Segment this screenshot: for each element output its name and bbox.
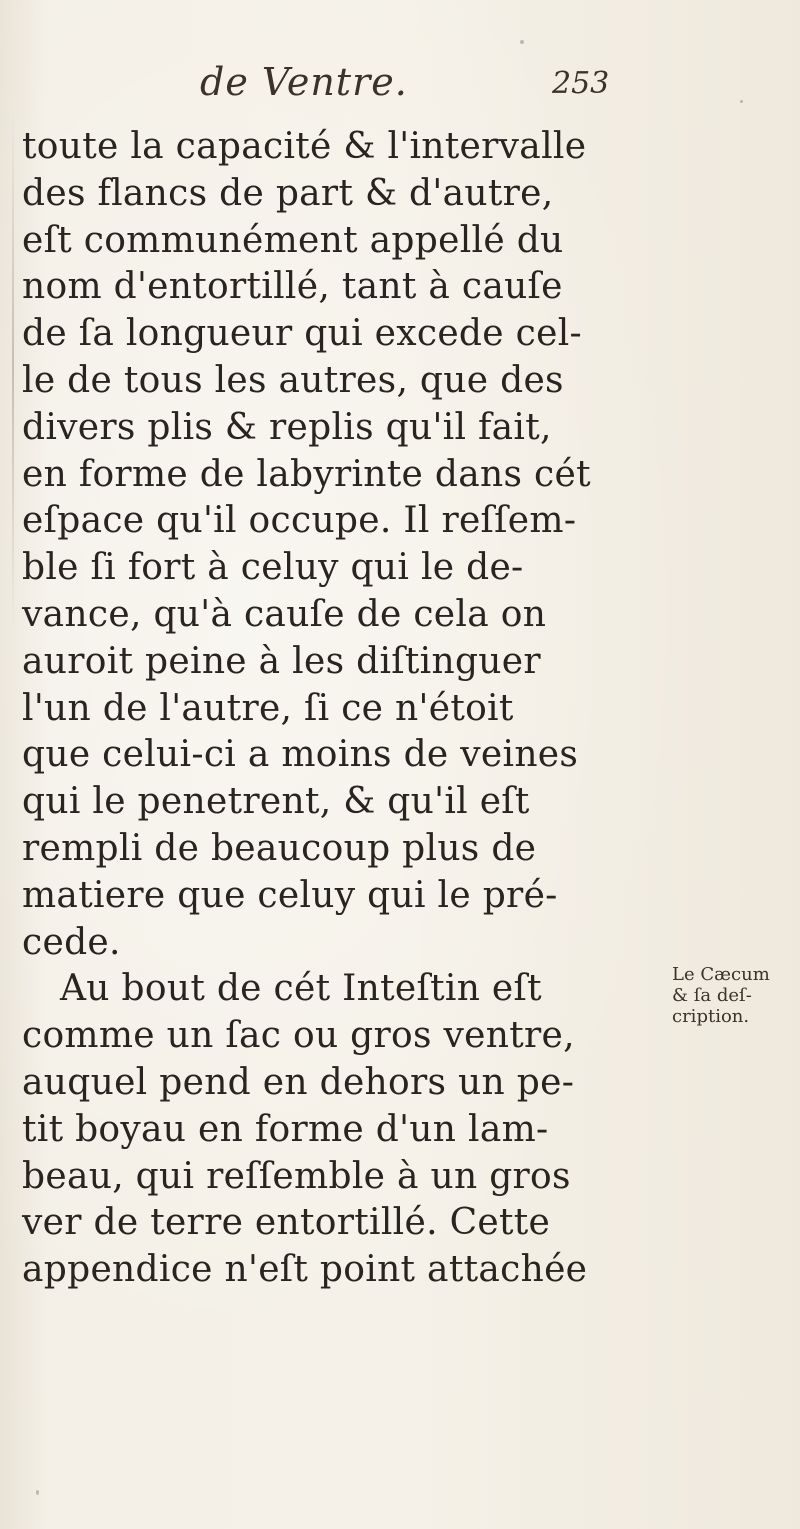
text-line: auquel pend en dehors un pe- <box>22 1061 575 1103</box>
body-text <box>22 124 622 1294</box>
page-number: 253 <box>552 66 610 101</box>
text-line: eſpace qu'il occupe. Il reſſem- <box>22 500 577 542</box>
margin-note-line: Le Cæcum <box>672 964 770 985</box>
text-line: le de tous les autres, que des <box>22 359 564 401</box>
text-line: matiere que celuy qui le pré- <box>22 874 558 916</box>
text-line: que celui-ci a moins de veines <box>22 734 579 776</box>
text-line: eſt communément appellé du <box>22 219 564 261</box>
text-line: cede. <box>22 921 121 963</box>
text-line: toute la capacité & l'intervalle <box>22 126 587 167</box>
text-line: auroit peine à les diſtinguer <box>22 640 541 682</box>
text-line: de ſa longueur qui excede cel- <box>22 313 582 355</box>
text-line: vance, qu'à cauſe de cela on <box>22 593 547 635</box>
text-line: appendice n'eſt point attachée <box>22 1249 588 1291</box>
paper-speck <box>520 40 524 44</box>
margin-note-line: & ſa deſ- <box>672 985 752 1006</box>
margin-note <box>672 964 800 1027</box>
paper-speck <box>740 100 743 103</box>
text-line: en forme de labyrinte dans cét <box>22 453 591 495</box>
text-line: l'un de l'autre, ſi ce n'étoit <box>22 687 514 729</box>
text-line: divers plis & replis qu'il fait, <box>22 406 552 448</box>
text-line: ble ſi fort à celuy qui le de- <box>22 547 524 589</box>
page-gutter-shadow <box>12 110 14 630</box>
margin-note-line: cription. <box>672 1006 750 1027</box>
text-line: nom d'entortillé, tant à cauſe <box>22 266 563 308</box>
text-line: rempli de beaucoup plus de <box>22 827 537 869</box>
text-line: qui le penetrent, & qu'il eſt <box>22 781 530 823</box>
paper-speck <box>36 1490 39 1495</box>
text-line: beau, qui reſſemble à un gros <box>22 1155 571 1197</box>
text-line: des flancs de part & d'autre, <box>22 172 554 214</box>
running-title: de Ventre. <box>200 60 408 104</box>
text-line: ver de terre entortillé. Cette <box>22 1202 551 1244</box>
text-line: comme un ſac ou gros ventre, <box>22 1015 575 1057</box>
paragraph-first-line: Au bout de cét Inteſtin eſt <box>60 968 542 1010</box>
text-line: tit boyau en forme d'un lam- <box>22 1108 549 1150</box>
